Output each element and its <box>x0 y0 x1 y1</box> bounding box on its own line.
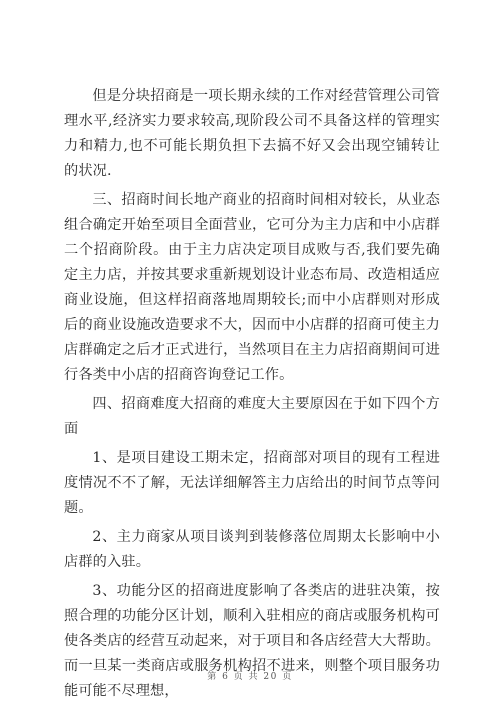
paragraph-6: 3、功能分区的招商进度影响了各类店的进驻决策，按照合理的功能分区计划，顺利入驻相应的商店或服务机构可使各类店的经营互动起来，对于项目和各店经营大大帮助。而一旦某一类商店或服务机构招不进来，则整个项目服务功能可能不尽理想， <box>64 583 440 699</box>
document-body <box>64 84 440 704</box>
page-number-footer: 第 6 页 共 20 页 <box>207 672 293 682</box>
paragraph-4: 1、是项目建设工期未定，招商部对项目的现有工程进度情况不不了解，无法详细解答主力店给出的时间节点等问题。 <box>64 450 440 516</box>
paragraph-3: 四、招商难度大招商的难度大主要原因在于如下四个方面 <box>64 396 440 437</box>
paragraph-2: 三、招商时间长地产商业的招商时间相对较长，从业态组合确定开始至项目全面营业，它可分为主力店和中小店群二个招商阶段。由于主力店决定项目成败与否,我们要先确定主力店，并按其要求重新规划设计业态布局、改造相适应商业设施，但这样招商落地周期较长;而中小店群则对形成后的商业设施改造要求不大，因而中小店群的招商可使主力店群确定之后才正式进行，当然项目在主力店招商期间可进行各类中小店的招商咨询登记工作。 <box>64 192 440 383</box>
paragraph-1: 但是分块招商是一项长期永续的工作对经营管理公司管理水平,经济实力要求较高,现阶段公司不具备这样的管理实力和精力,也不可能长期负担下去搞不好又会出现空铺转让的状况. <box>64 88 440 179</box>
paragraph-5: 2、主力商家从项目谈判到装修落位周期太长影响中小店群的入驻。 <box>64 529 440 570</box>
